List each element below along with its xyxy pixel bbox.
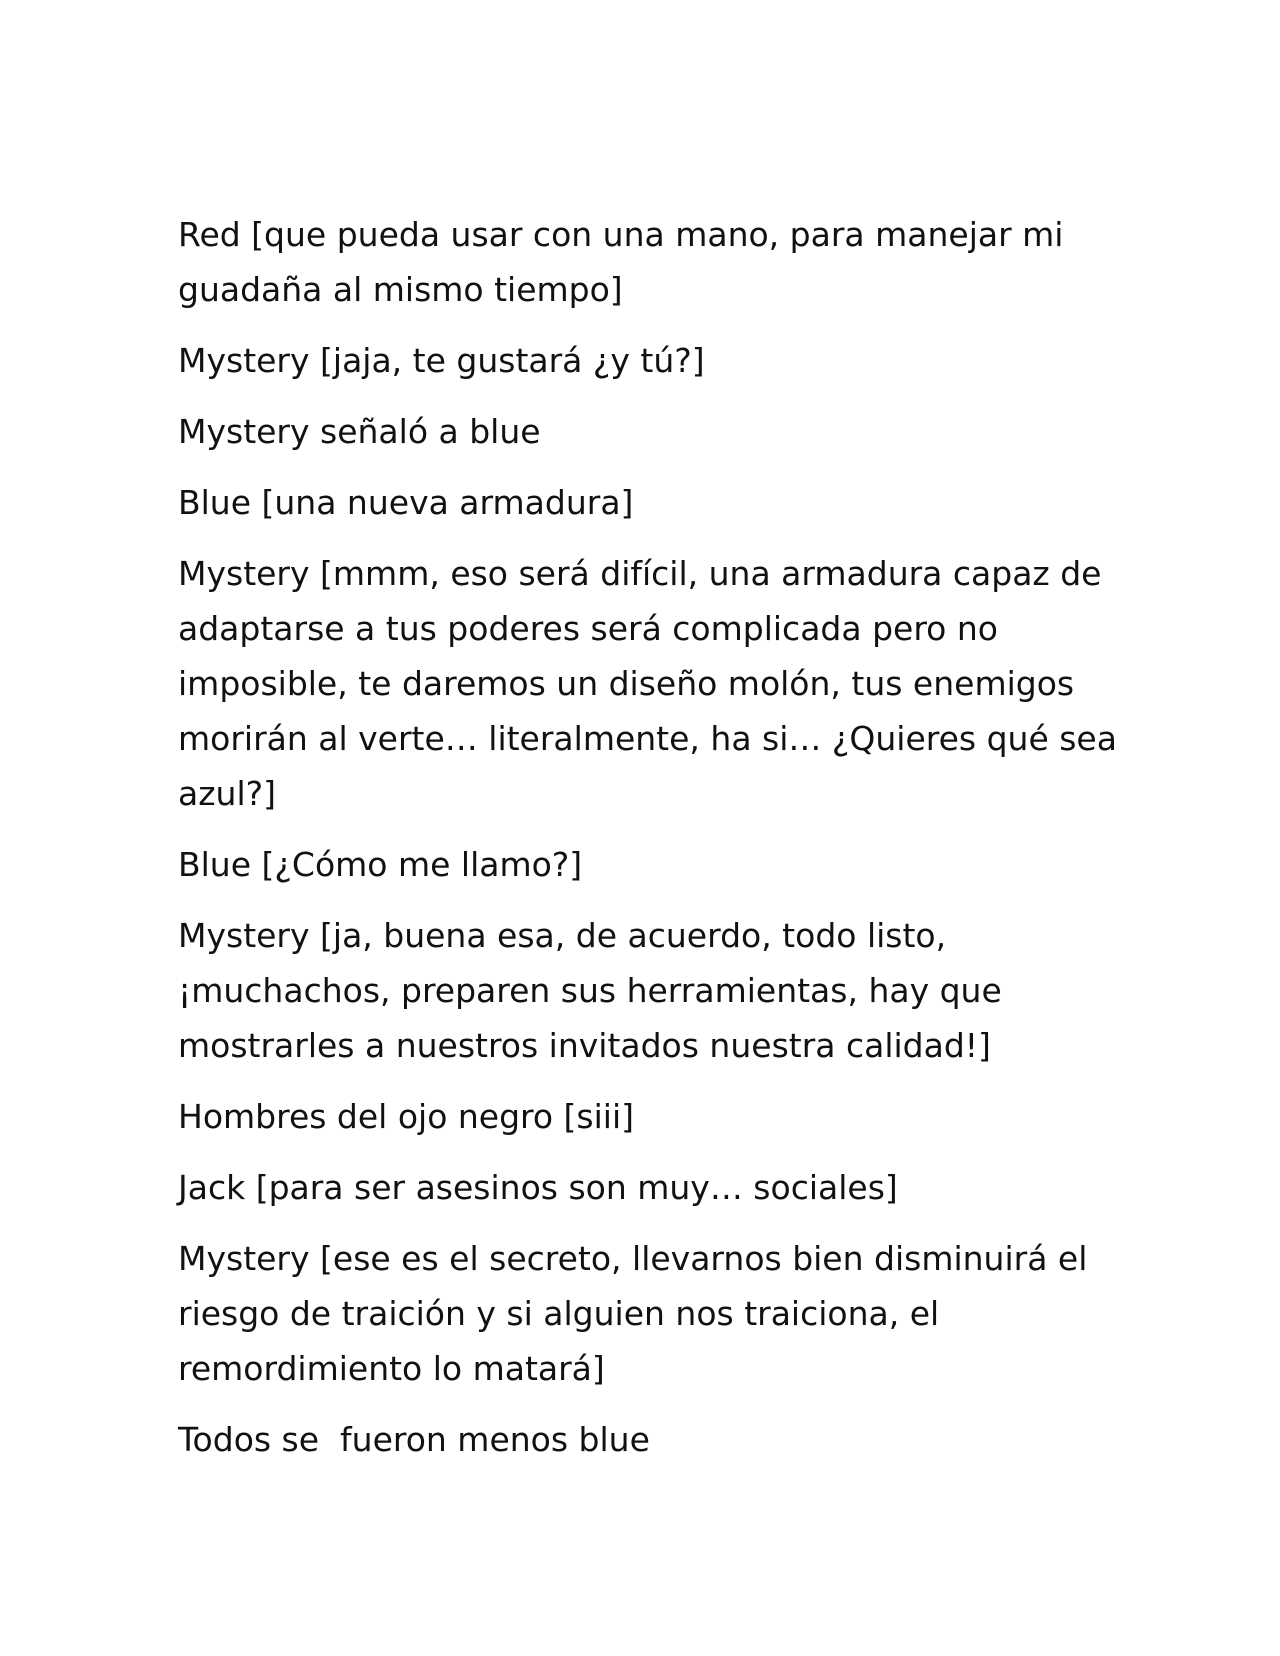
paragraph-everyone-left: Todos se fueron menos blue (178, 1420, 650, 1459)
paragraph-jack: Jack [para ser asesinos son muy… sociales] (178, 1168, 898, 1207)
paragraph-blue-question: Blue [¿Cómo me llamo?] (178, 845, 583, 884)
paragraph-mystery-armor: Mystery [mmm, eso será difícil, una armadura capaz de adaptarse a tus poderes será complicada pero no imposible, te daremos un diseño molón, tus enemigos morirán al verte… literalmente, ha si… ¿Quieres qué sea azul?] (178, 554, 1128, 813)
paragraph-mystery-points: Mystery señaló a blue (178, 412, 541, 451)
paragraph-red-request: Red [que pueda usar con una mano, para manejar mi guadaña al mismo tiempo] (178, 215, 1074, 309)
paragraph-mystery-reply-1: Mystery [jaja, te gustará ¿y tú?] (178, 341, 705, 380)
paragraph-mystery-secret: Mystery [ese es el secreto, llevarnos bien disminuirá el riesgo de traición y si alguien nos traiciona, el remordimiento lo matará] (178, 1239, 1098, 1388)
paragraph-mystery-ready: Mystery [ja, buena esa, de acuerdo, todo listo, ¡muchachos, preparen sus herramientas, hay que mostrarles a nuestros invitados nuestra calidad!] (178, 916, 1013, 1065)
paragraph-black-eye-men: Hombres del ojo negro [siii] (178, 1097, 635, 1136)
paragraph-blue-request: Blue [una nueva armadura] (178, 483, 634, 522)
document-body (178, 207, 1128, 1483)
